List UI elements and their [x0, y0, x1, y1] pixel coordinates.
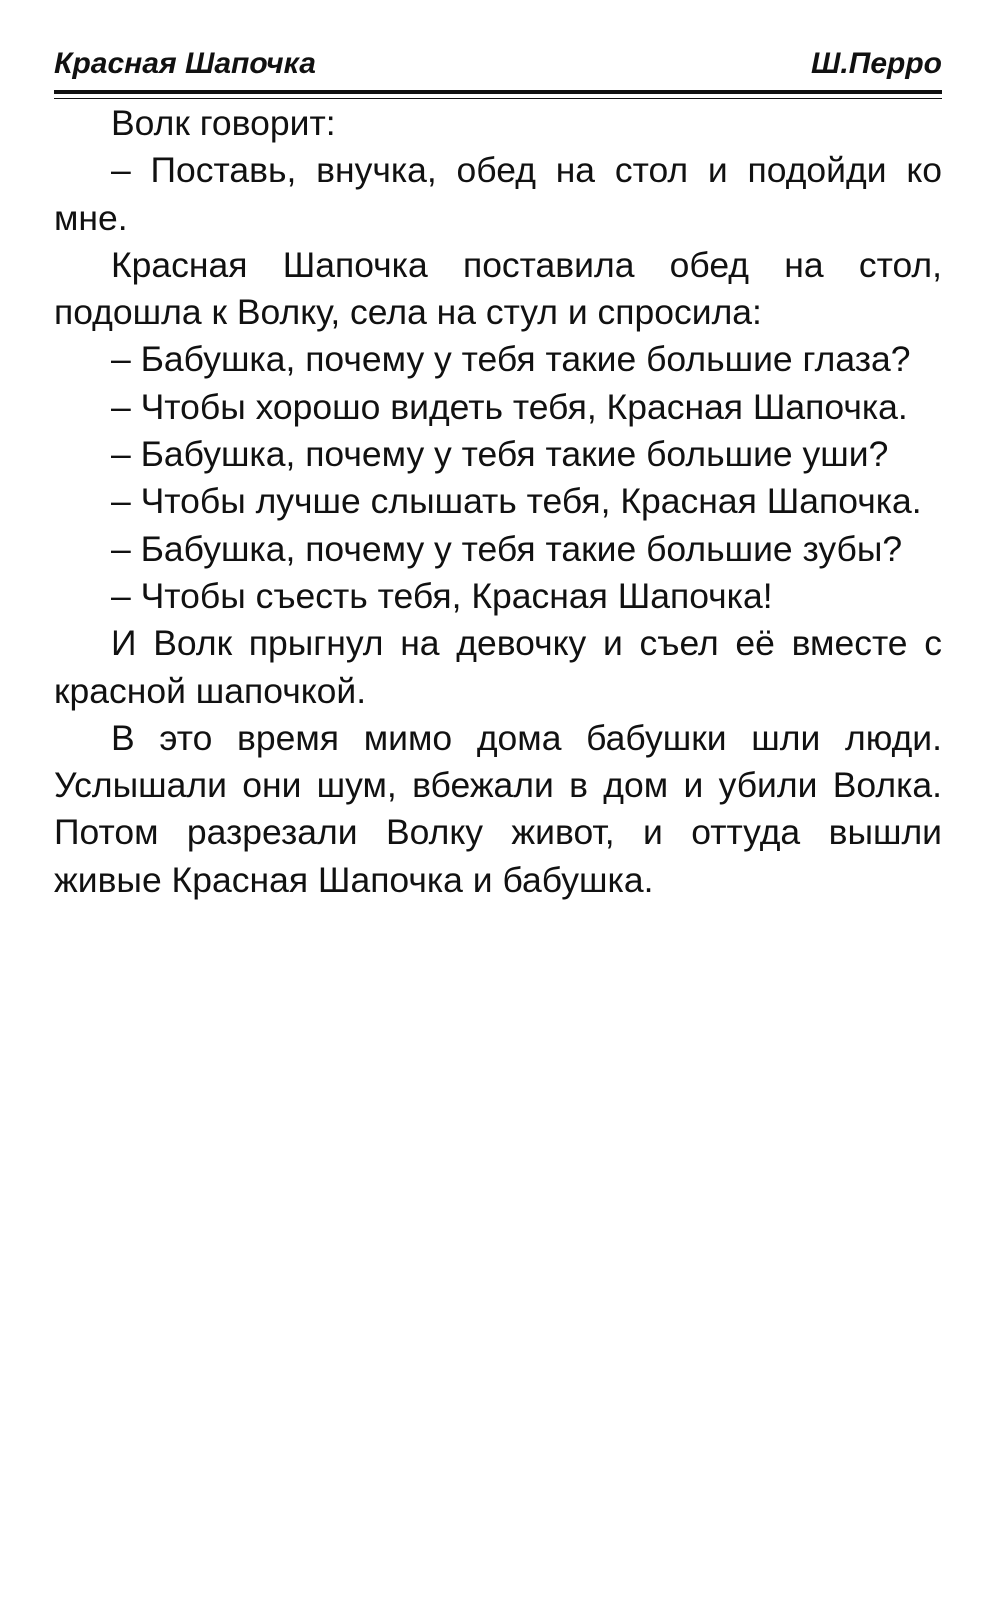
paragraph: – Чтобы лучше слышать тебя, Красная Шапочка. — [111, 481, 922, 522]
header-author: Ш.Перро — [811, 47, 942, 80]
paragraph: В это время мимо дома бабушки шли люди. Услышали они шум, вбежали в дом и убили Волка. Потом разрезали Волку живот, и оттуда вышли живые Красная Шапочка и бабушка. — [54, 717, 942, 900]
paragraph: Волк говорит: — [111, 103, 336, 143]
paragraph: – Чтобы съесть тебя, Красная Шапочка! — [111, 575, 773, 616]
header-rule-thick — [54, 90, 942, 94]
paragraph: – Бабушка, почему у тебя такие большие зубы? — [111, 528, 903, 569]
header-rule-thin — [54, 98, 942, 99]
paragraph: – Чтобы хорошо видеть тебя, Красная Шапочка. — [111, 386, 908, 427]
paragraph: Красная Шапочка поставила обед на стол, подошла к Волку, села на стул и спросила: — [54, 244, 942, 333]
paragraph: – Бабушка, почему у тебя такие большие уши? — [111, 434, 889, 475]
paragraph: – Бабушка, почему у тебя такие большие глаза? — [111, 339, 911, 380]
paragraph: И Волк прыгнул на девочку и съел её вместе с красной шапочкой. — [54, 623, 942, 711]
paragraph: – Поставь, внучка, обед на стол и подойди ко мне. — [54, 150, 942, 238]
running-header — [54, 44, 942, 84]
body-text — [54, 100, 942, 904]
header-title: Красная Шапочка — [54, 47, 316, 80]
